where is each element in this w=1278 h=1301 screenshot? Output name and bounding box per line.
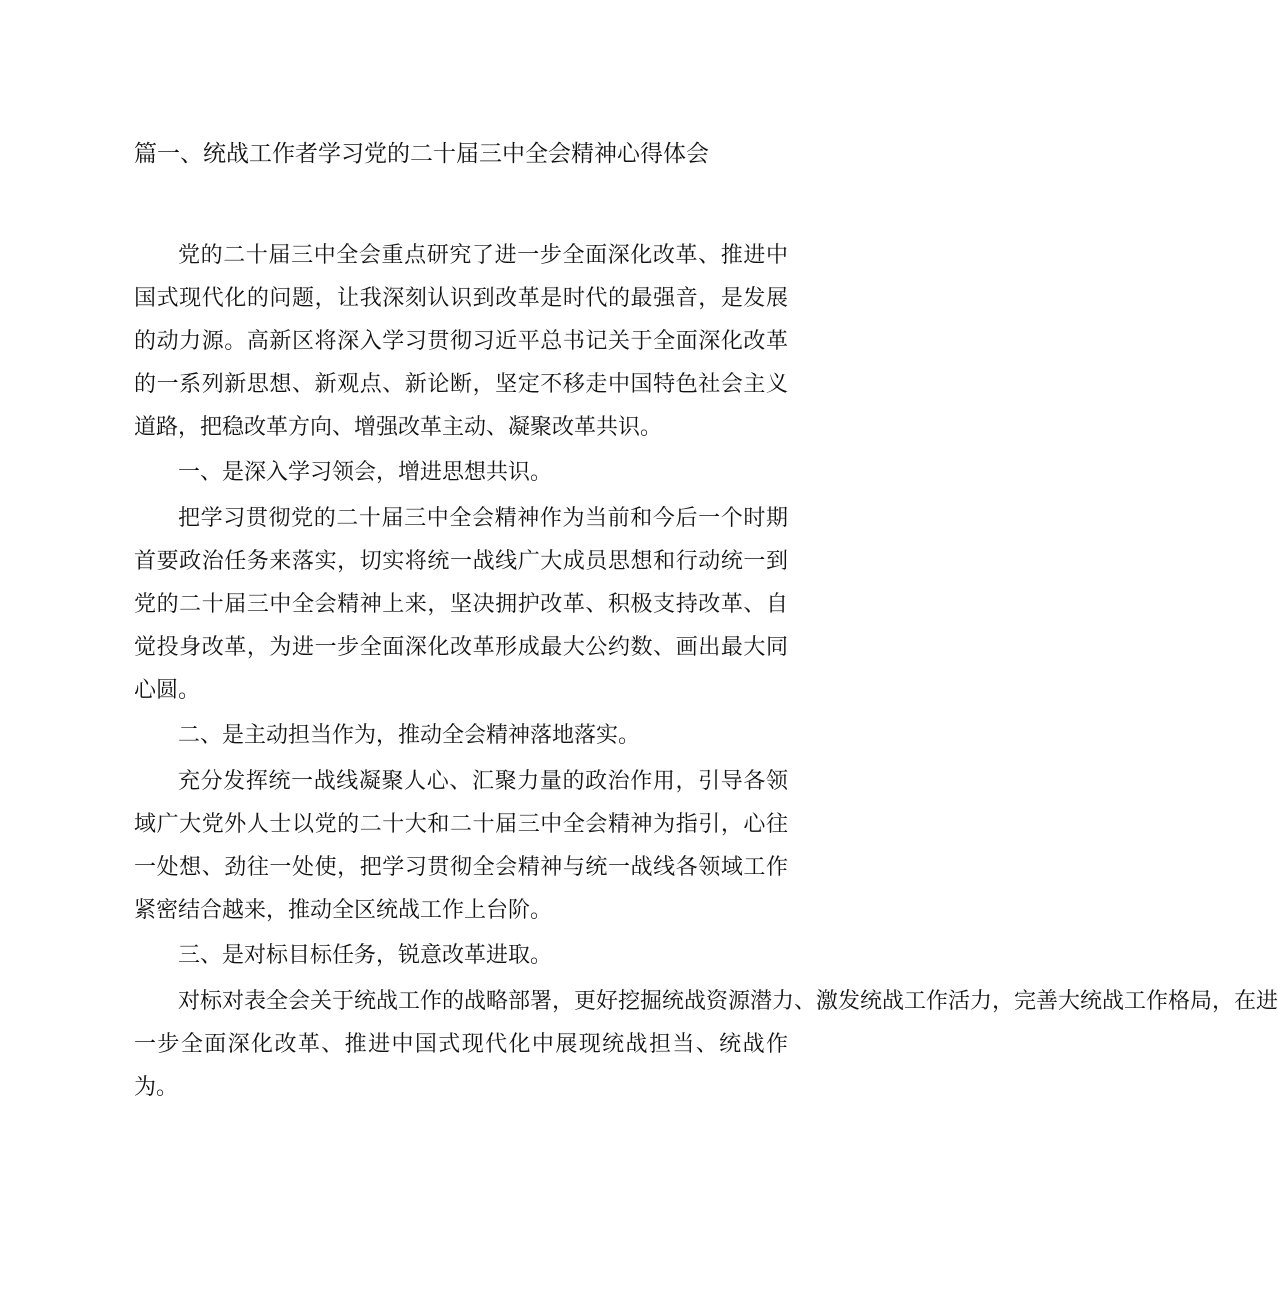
intro-paragraph: 党的二十届三中全会重点研究了进一步全面深化改革、推进中国式现代化的问题，让我深刻认识到改革是时代的最强音，是发展的动力源。高新区将深入学习贯彻习近平总书记关于全面深化改革的一系列新思想、新观点、新论断，坚定不移走中国特色社会主义道路，把稳改革方向、增强改革主动、凝聚改革共识。 [134,243,788,440]
section-body-2: 充分发挥统一战线凝聚人心、汇聚力量的政治作用，引导各领域广大党外人士以党的二十大和二十届三中全会精神为指引，心往一处想、劲往一处使，把学习贯彻全会精神与统一战线各领域工作紧密结合越来，推动全区统战工作上台阶。 [134,769,788,923]
document-body [134,234,1278,1109]
section-body-3-continued: 一步全面深化改革、推进中国式现代化中展现统战担当、统战作为。 [134,1032,788,1100]
section-body-1: 把学习贯彻党的二十届三中全会精神作为当前和今后一个时期首要政治任务来落实，切实将统一战线广大成员思想和行动统一到党的二十届三中全会精神上来，坚决拥护改革、积极支持改革、自觉投身改革，为进一步全面深化改革形成最大公约数、画出最大同心圆。 [134,506,788,703]
section-heading-1: 一、是深入学习领会，增进思想共识。 [178,460,553,485]
section-body-3 [134,980,1278,1023]
section-heading-2: 二、是主动担当作为，推动全会精神落地落实。 [178,723,641,748]
document-title: 篇一、统战工作者学习党的二十届三中全会精神心得体会 [134,141,709,167]
section-body-3-line-1: 对标对表全会关于统战工作的战略部署，更好挖掘统战资源潜力、激发统战工作活力，完善大统战工作格局，在进 [178,989,1278,1014]
section-heading-3: 三、是对标目标任务，锐意改革进取。 [178,943,553,968]
